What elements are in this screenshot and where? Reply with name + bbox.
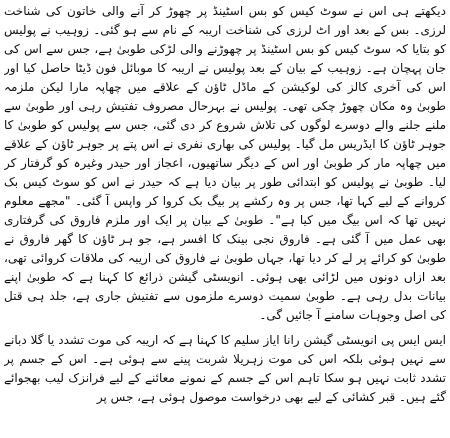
article-body (4, 2, 446, 436)
article-paragraph-1: دیکھتے ہی اس نے سوٹ کیس کو بس اسٹینڈ پر چھوڑ کر آنے والی خاتون کی شناخت لرزی۔ بس کے بعد اور اٹ لرزی کی شناخت اریبہ کے نام سے ہو گئی۔ زوہیب نے پولیس کو بتایا کہ سوٹ کیس کو بس اسٹینڈ پر چھوڑنے والی لڑکی طوبیٰ ہے، جس سے اس کی جان پہچان ہے۔ زوہیب کے بیان کے بعد پولیس نے اریبہ کا موبائل فون ڈیٹا حاصل کیا اور اس کی آخری کالز کی لوکیشن کے ماڈل ٹاؤن کے علاقے میں چھاپہ مارا لیکن ملزمہ طوبیٰ وہ مکان چھوڑ چکی تھی۔ پولیس نے بہرحال مصروف تفتیش رہی اور طوبیٰ سے ملنے جلنے والے دوسرے لوگوں کی تلاش شروع کر دی گئی، جس سے پولیس کو طوبیٰ کا جوہر ٹاؤن کا ایڈریس مل گیا۔ پولیس کی بھاری نفری نے اس پتے پر جوہر ٹاؤن کے علاقے میں چھاپہ مار کر طوبیٰ اور اس کے دیگر ساتھیوں، اعجاز اور حیدر وغیرہ کو گرفتار کر لیا۔ طوبیٰ نے پولیس کو ابتدائی طور پر بیان دیا ہے کہ حیدر نے اس کو سوٹ کیس بک کروانے کے لیے کہا تھا، جس پر وہ رکشے پر بیگ بک کروا کر واپس آ گئی۔ "مجھے معلوم نہیں تھا کہ اس بیگ میں کیا ہے"۔ طوبیٰ کے بیان پر ایک اور ملزم فاروق کی گرفتاری بھی عمل میں آ گئی ہے۔ فاروق نجی بینک کا افسر ہے، جو ہر ٹاؤن کا گھر فاروق نے طوبیٰ کو کرائے پر لے کر دیا تھا، جہاں طوبیٰ نے فاروق کی اریبہ کی ملاقات کروائی تھی، بعد ازاں دونوں میں لڑائی بھی ہوئی۔ انویسٹی گیشن ذرائع کا کہنا ہے کہ طوبیٰ اپنے بیانات بدل رہی ہے۔ طوبیٰ سمیت دوسرے ملزموں سے تفتیش جاری ہے، جلد ہی قتل کی اصل وجوہات سامنے آ جائیں گی۔ (4, 4, 446, 322)
article-paragraph-2: ایس ایس پی انویسٹی گیشن رانا ایاز سلیم کا کہنا ہے کہ اریبہ کی موت تشدد یا گلا دبانے سے نہیں ہوئی بلکہ اس کی موت زہریلا شربت پینے سے ہوئی ہے۔ اس کے جسم پر تشدد ثابت نہیں ہو سکا تاہم اس کے جسم کے نمونے معائنے کے لیے فرانزک لیب بھجوائے گئے ہیں۔ قبر کشائی کے لیے بھی درخواست موصول ہوئی ہے، جس پر (4, 333, 446, 404)
